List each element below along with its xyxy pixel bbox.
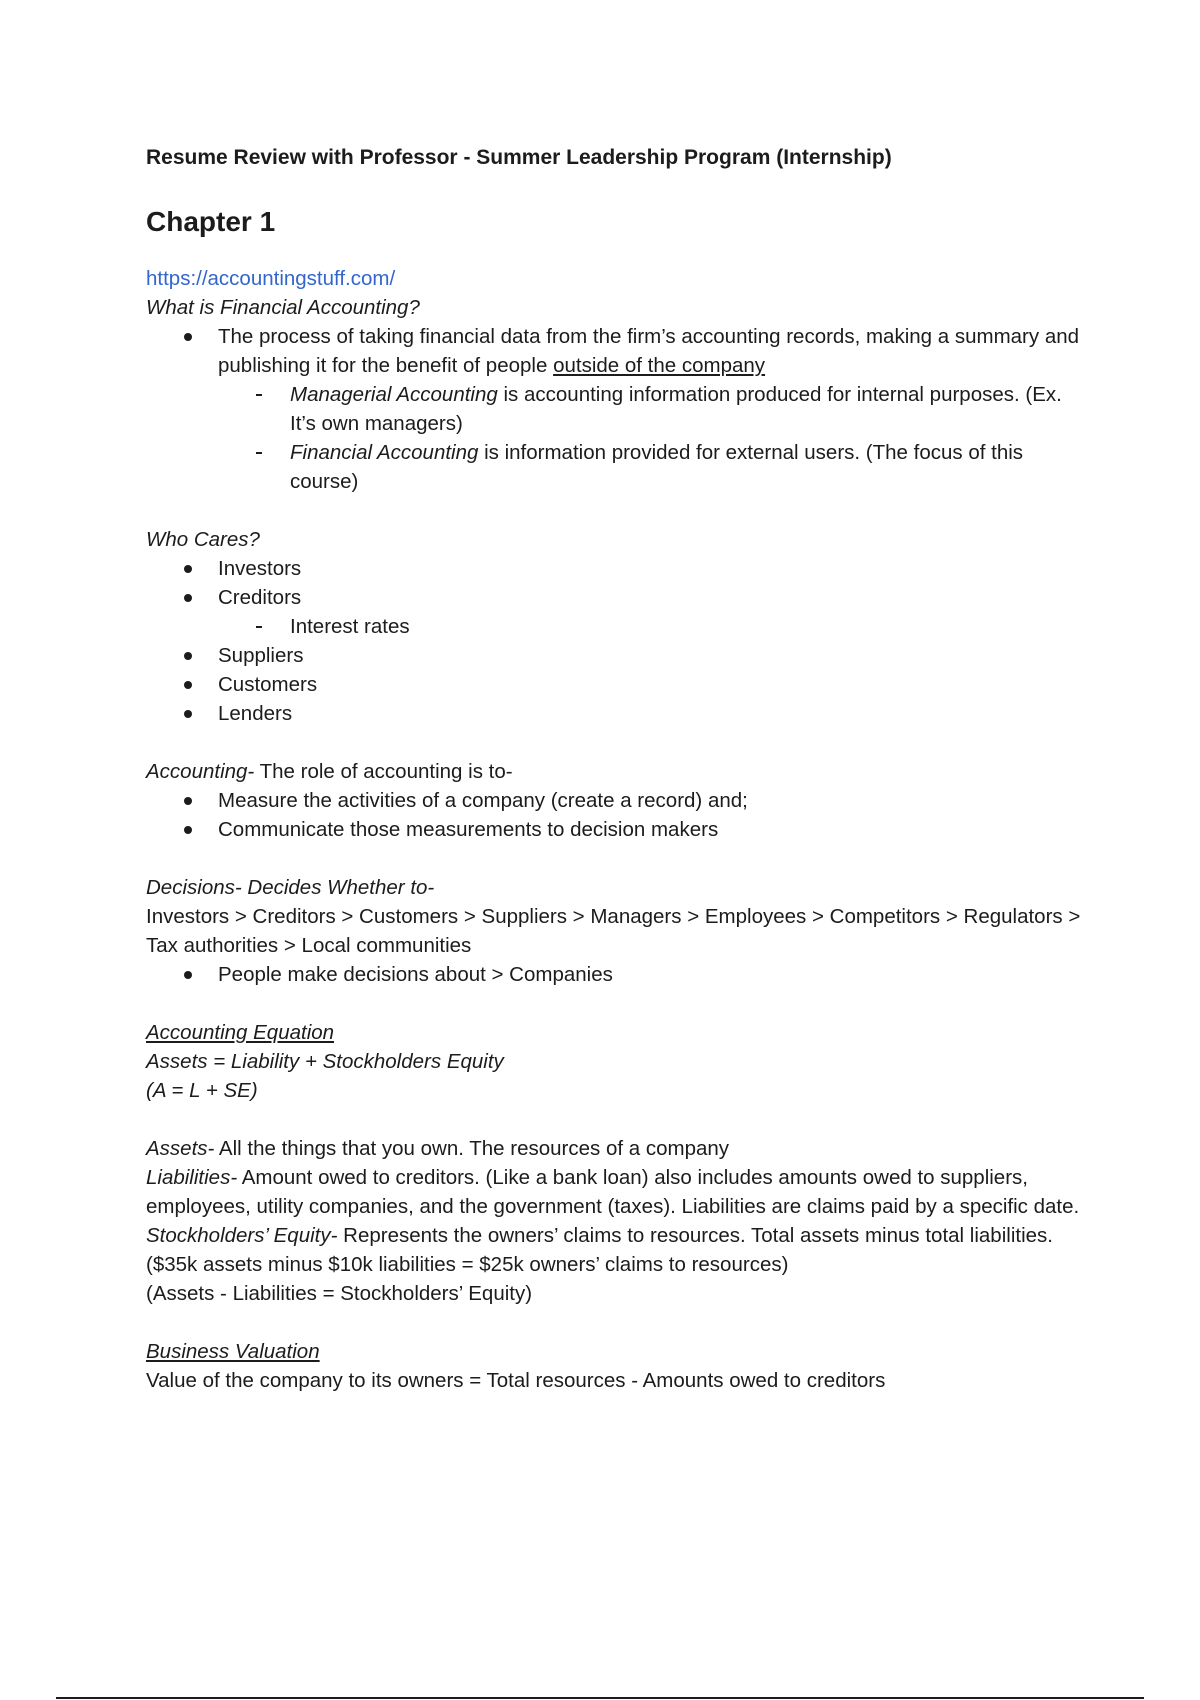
who-cares-heading: Who Cares? (146, 528, 260, 551)
list-item: People make decisions about > Companies (146, 960, 1086, 989)
assets-text: All the things that you own. The resources of a company (214, 1137, 730, 1160)
liabilities-term: Liabilities- (146, 1166, 238, 1189)
managerial-text: is accounting information produced for internal purposes. (Ex. It’s own managers) (290, 383, 1062, 435)
list-item (146, 380, 1086, 438)
decisions-chain: Investors > Creditors > Customers > Suppliers > Managers > Employees > Competitors > Regulators > Tax authorities > Local communities (146, 905, 1081, 957)
assets-definition (146, 1134, 1086, 1163)
who-cares-list (146, 554, 1086, 612)
what-is-list (146, 322, 1086, 380)
liabilities-text: Amount owed to creditors. (Like a bank loan) also includes amounts owed to suppliers, employees, utility companies, and the government (taxes). Liabilities are claims paid by a specific date. (146, 1166, 1080, 1218)
equity-term: Stockholders’ Equity- (146, 1224, 338, 1247)
document-page (146, 144, 1086, 1395)
equity-formula: (Assets - Liabilities = Stockholders’ Equity) (146, 1282, 533, 1305)
managerial-term: Managerial Accounting (290, 383, 498, 406)
equation-heading: Accounting Equation (146, 1021, 335, 1044)
list-item: Interest rates (146, 612, 1086, 641)
decisions-list (146, 960, 1086, 989)
list-item: Investors (146, 554, 1086, 583)
accounting-definition (146, 757, 1086, 786)
accounting-text: The role of accounting is to- (254, 760, 513, 783)
footer-divider (56, 1697, 1144, 1699)
accountingstuff-link[interactable]: https://accountingstuff.com/ (146, 267, 396, 290)
underlined-phrase: outside of the company (553, 354, 766, 377)
equity-text: Represents the owners’ claims to resources. Total assets minus total liabilities. ($35k assets minus $10k liabilities = $25k owners’ claims to resources) (146, 1224, 1053, 1276)
what-is-sublist (146, 380, 1086, 496)
accounting-list (146, 786, 1086, 844)
accounting-term: Accounting- (146, 760, 255, 783)
equity-definition (146, 1221, 1086, 1279)
list-item: Lenders (146, 699, 1086, 728)
equation-short: (A = L + SE) (146, 1079, 258, 1102)
list-item (146, 322, 1086, 380)
list-item: Suppliers (146, 641, 1086, 670)
document-title: Resume Review with Professor - Summer Leadership Program (Internship) (146, 146, 892, 169)
list-item (146, 438, 1086, 496)
assets-term: Assets- (146, 1137, 215, 1160)
decisions-heading: Decisions- Decides Whether to- (146, 876, 435, 899)
list-item: Communicate those measurements to decision makers (146, 815, 1086, 844)
list-item: Measure the activities of a company (create a record) and; (146, 786, 1086, 815)
financial-term: Financial Accounting (290, 441, 479, 464)
valuation-heading: Business Valuation (146, 1340, 320, 1363)
list-item: Creditors (146, 583, 1086, 612)
what-is-heading: What is Financial Accounting? (146, 296, 420, 319)
list-item: Customers (146, 670, 1086, 699)
bullet-text: The process of taking financial data from the firm’s accounting records, making a summary and publishing it for the benefit of people (218, 325, 1080, 377)
creditors-sublist (146, 612, 1086, 641)
liabilities-definition (146, 1163, 1086, 1221)
chapter-heading: Chapter 1 (146, 206, 276, 237)
who-cares-list-continued (146, 641, 1086, 728)
equation-line: Assets = Liability + Stockholders Equity (146, 1050, 504, 1073)
valuation-text: Value of the company to its owners = Total resources - Amounts owed to creditors (146, 1369, 886, 1392)
financial-text: is information provided for external users. (The focus of this course) (290, 441, 1024, 493)
